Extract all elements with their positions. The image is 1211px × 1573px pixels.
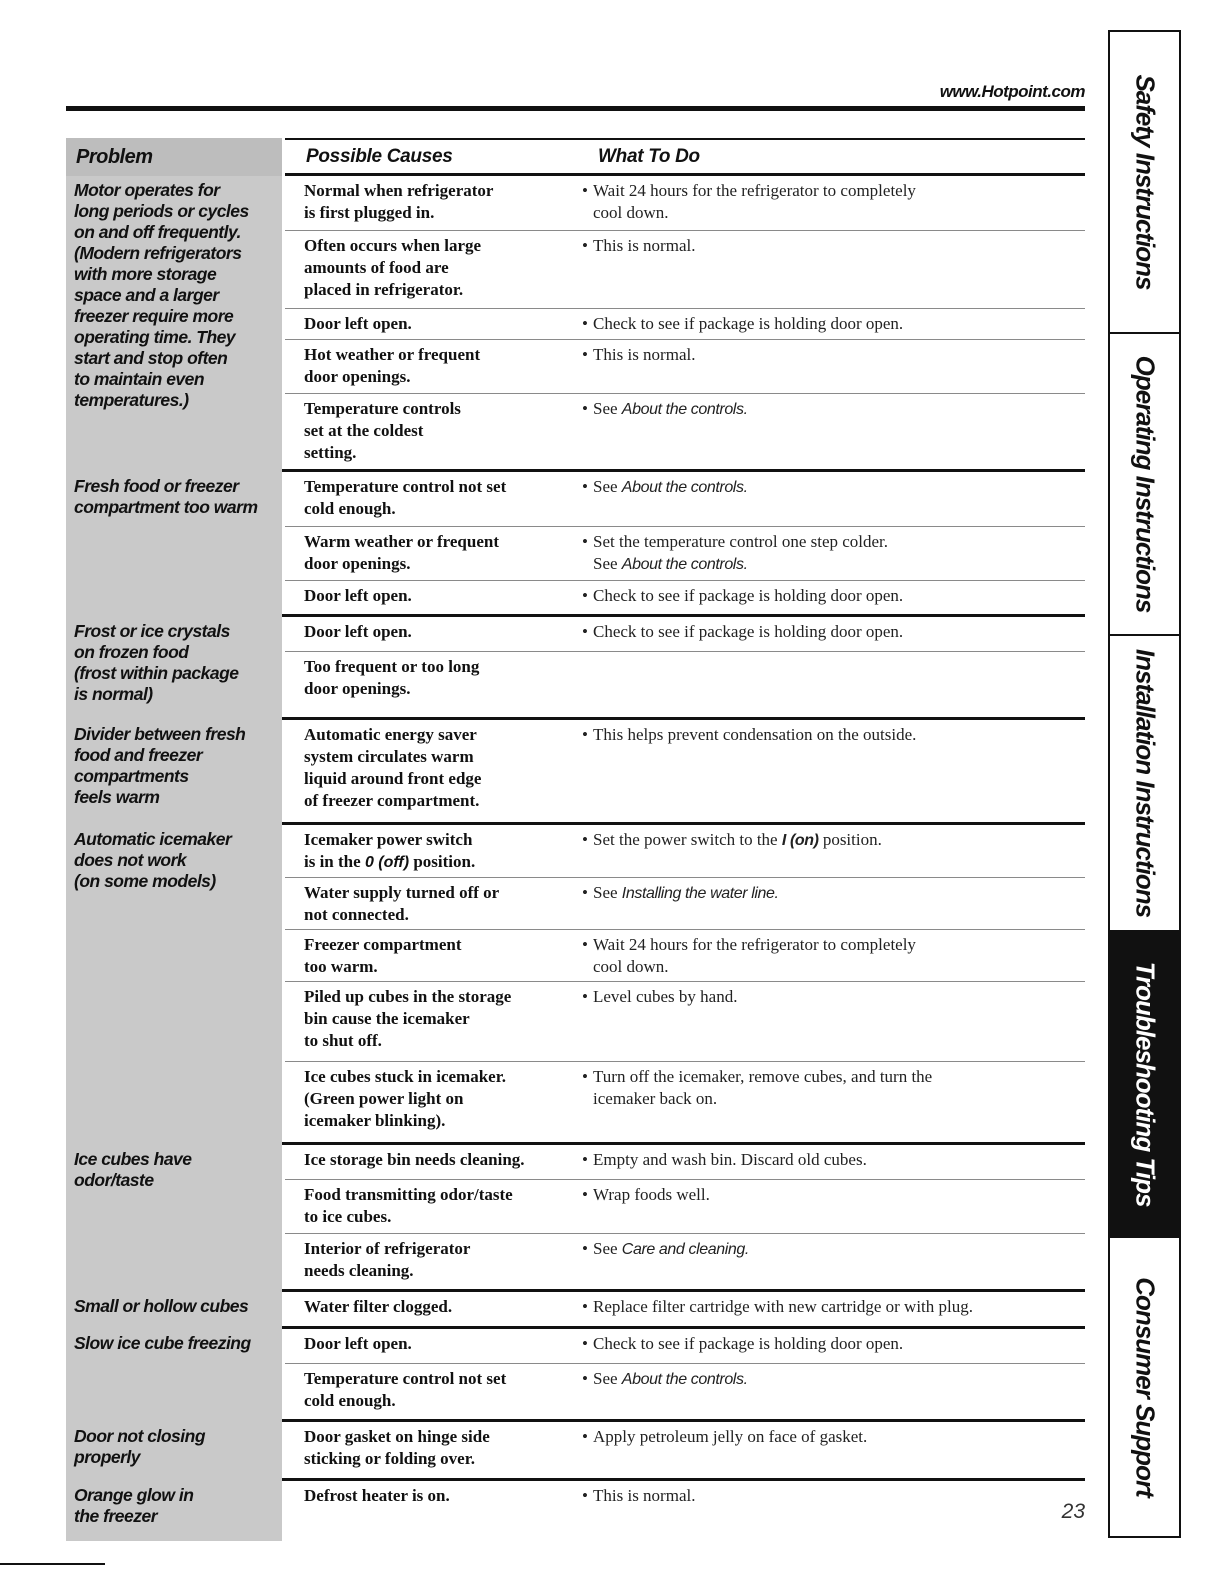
what-to-do xyxy=(579,1368,1085,1414)
possible-cause: Ice cubes stuck in icemaker. (Green power light on icemaker blinking). xyxy=(304,1067,506,1130)
problem-text: Slow ice cube freezing xyxy=(74,1333,251,1353)
todo-line xyxy=(579,344,1085,366)
possible-cause: Door left open. xyxy=(304,1334,412,1353)
possible-cause: Water filter clogged. xyxy=(304,1297,453,1316)
todo-line xyxy=(579,476,1085,499)
todo-line xyxy=(579,1066,1085,1088)
table-row xyxy=(285,651,1085,717)
cross-reference: About the controls. xyxy=(621,556,748,573)
what-to-do xyxy=(579,344,1085,388)
todo-line xyxy=(579,621,1085,643)
possible-cause: Temperature control not set cold enough. xyxy=(304,1369,507,1410)
table-row xyxy=(285,929,1085,981)
todo-text: This is normal. xyxy=(593,345,696,364)
bullet-icon: • xyxy=(582,1486,588,1505)
todo-text: See xyxy=(593,1239,622,1258)
table-row xyxy=(285,526,1085,580)
problem-cell xyxy=(66,617,282,720)
todo-text: See xyxy=(593,1369,622,1388)
todo-text: This helps prevent condensation on the outside. xyxy=(593,725,917,744)
todo-line xyxy=(579,313,1085,335)
what-to-do xyxy=(579,585,1085,609)
what-to-do xyxy=(579,313,1085,334)
todo-text: Check to see if package is holding door open. xyxy=(593,314,904,333)
todo-line xyxy=(579,1149,1085,1171)
problem-text: Divider between fresh food and freezer compartments feels warm xyxy=(74,724,246,807)
cause-text: position. xyxy=(409,852,476,871)
problem-cell xyxy=(66,176,282,472)
todo-text: See xyxy=(593,399,622,418)
tab-label: Consumer Support xyxy=(1130,1277,1160,1497)
problem-cell xyxy=(66,472,282,617)
cause-rows xyxy=(285,1145,1085,1289)
bullet-icon: • xyxy=(582,1150,588,1169)
bullet-icon: • xyxy=(582,181,588,200)
problem-group xyxy=(66,1422,1085,1481)
bullet-icon: • xyxy=(582,532,588,551)
cause-rows xyxy=(285,825,1085,1142)
todo-line xyxy=(579,180,1085,202)
table-row xyxy=(285,230,1085,308)
bullet-icon: • xyxy=(582,1185,588,1204)
bullet-icon: • xyxy=(582,345,588,364)
bullet-icon: • xyxy=(582,622,588,641)
problem-cell xyxy=(66,1145,282,1292)
tab-operating-instructions[interactable] xyxy=(1110,332,1179,634)
todo-line xyxy=(579,934,1085,956)
cause-rows xyxy=(285,1422,1085,1478)
tab-safety-instructions[interactable] xyxy=(1110,32,1179,332)
todo-line xyxy=(579,1088,1085,1110)
todo-line xyxy=(579,235,1085,257)
cross-reference: Installing the water line. xyxy=(621,885,779,902)
problem-cell xyxy=(66,1329,282,1422)
problem-cell xyxy=(66,1481,282,1541)
cross-reference: About the controls. xyxy=(621,479,748,496)
what-to-do xyxy=(579,235,1085,303)
todo-text: Check to see if package is holding door open. xyxy=(593,586,904,605)
todo-text: position. xyxy=(818,830,882,849)
table-row xyxy=(285,825,1085,877)
tab-installation-instructions[interactable] xyxy=(1110,634,1179,930)
table-row xyxy=(285,1422,1085,1478)
problem-text: Motor operates for long periods or cycles on and off frequently. (Modern refrigerators with more storage space and a larger freezer require more operating time. They start and stop often to maintain even temperatures.) xyxy=(74,180,249,410)
table-row xyxy=(285,1481,1085,1541)
cause-rows xyxy=(285,1329,1085,1419)
what-to-do xyxy=(579,656,1085,712)
switch-position-symbol: I (on) xyxy=(781,832,819,849)
table-row xyxy=(285,1145,1085,1179)
problem-group xyxy=(66,720,1085,825)
problem-text: Fresh food or freezer compartment too warm xyxy=(74,476,258,517)
problem-group xyxy=(66,472,1085,617)
bullet-icon: • xyxy=(582,1427,588,1446)
todo-line xyxy=(579,1485,1085,1507)
tab-label: Installation Instructions xyxy=(1130,648,1160,918)
todo-line xyxy=(579,398,1085,421)
what-to-do xyxy=(579,476,1085,521)
todo-line xyxy=(579,553,1085,576)
table-row xyxy=(285,1179,1085,1233)
problem-column-header xyxy=(66,138,282,176)
troubleshooting-table xyxy=(66,176,1085,1541)
table-row xyxy=(285,1292,1085,1326)
tab-label: Safety Instructions xyxy=(1130,74,1160,290)
todo-line xyxy=(579,829,1085,852)
todo-text: Set the temperature control one step colder. xyxy=(593,532,889,551)
possible-cause: Water supply turned off or not connected. xyxy=(304,883,500,924)
todo-column-header: What To Do xyxy=(598,146,700,167)
tab-label: Operating Instructions xyxy=(1130,355,1160,613)
what-to-do xyxy=(579,1238,1085,1284)
what-to-do xyxy=(579,621,1085,646)
section-tab-sidebar xyxy=(1108,30,1181,1538)
table-row xyxy=(285,981,1085,1061)
todo-line xyxy=(579,1368,1085,1391)
what-to-do xyxy=(579,398,1085,464)
table-row xyxy=(285,877,1085,929)
todo-text: This is normal. xyxy=(593,236,696,255)
bullet-icon: • xyxy=(582,1297,588,1316)
possible-cause: Door left open. xyxy=(304,586,412,605)
table-row xyxy=(285,1329,1085,1363)
todo-line xyxy=(579,882,1085,905)
what-to-do xyxy=(579,1426,1085,1473)
causes-column-header: Possible Causes xyxy=(306,146,453,167)
possible-cause: Interior of refrigerator needs cleaning. xyxy=(304,1239,471,1280)
todo-line xyxy=(579,986,1085,1008)
todo-text: Check to see if package is holding door open. xyxy=(593,1334,904,1353)
todo-text: Turn off the icemaker, remove cubes, and turn the xyxy=(593,1067,933,1086)
what-to-do xyxy=(579,1184,1085,1228)
table-row xyxy=(285,472,1085,526)
problem-cell xyxy=(66,1292,282,1329)
todo-text: See xyxy=(593,554,622,573)
what-to-do xyxy=(579,1333,1085,1358)
what-to-do xyxy=(579,1149,1085,1174)
bullet-icon: • xyxy=(582,236,588,255)
cross-reference: About the controls. xyxy=(621,401,748,418)
possible-cause: Temperature control not set cold enough. xyxy=(304,477,507,518)
possible-cause: Freezer compartment too warm. xyxy=(304,935,462,976)
table-row xyxy=(285,308,1085,339)
table-row xyxy=(285,1363,1085,1419)
todo-line xyxy=(579,585,1085,607)
problem-group xyxy=(66,825,1085,1145)
tab-consumer-support[interactable] xyxy=(1110,1236,1179,1536)
tab-troubleshooting-tips[interactable] xyxy=(1110,930,1179,1236)
bullet-icon: • xyxy=(582,883,588,902)
problem-group xyxy=(66,1292,1085,1329)
todo-line xyxy=(579,202,1085,224)
bullet-icon: • xyxy=(582,399,588,418)
what-to-do xyxy=(579,882,1085,924)
tab-label: Troubleshooting Tips xyxy=(1130,961,1160,1207)
header-top-rule xyxy=(285,138,1085,140)
table-row xyxy=(285,580,1085,614)
problem-text: Frost or ice crystals on frozen food (frost within package is normal) xyxy=(74,621,239,704)
table-row xyxy=(285,617,1085,651)
problem-text: Automatic icemaker does not work (on some models) xyxy=(74,829,232,891)
todo-line xyxy=(579,1184,1085,1206)
website-url: www.Hotpoint.com xyxy=(939,82,1085,101)
cause-rows xyxy=(285,720,1085,822)
possible-cause: Often occurs when large amounts of food are placed in refrigerator. xyxy=(304,236,482,299)
todo-text: Wait 24 hours for the refrigerator to completely xyxy=(593,935,916,954)
todo-text: Replace filter cartridge with new cartridge or with plug. xyxy=(593,1297,973,1316)
todo-line xyxy=(579,531,1085,553)
what-to-do xyxy=(579,180,1085,225)
possible-cause: Too frequent or too long door openings. xyxy=(304,657,480,698)
what-to-do xyxy=(579,934,1085,976)
possible-cause: Piled up cubes in the storage bin cause the icemaker to shut off. xyxy=(304,987,512,1050)
what-to-do xyxy=(579,1066,1085,1137)
problem-group xyxy=(66,1481,1085,1541)
bottom-rule xyxy=(0,1563,105,1565)
problem-text: Orange glow in the freezer xyxy=(74,1485,194,1526)
cause-text: Icemaker power switch is in the xyxy=(304,830,473,871)
what-to-do xyxy=(579,829,1085,872)
problem-group xyxy=(66,1329,1085,1422)
possible-cause: Door gasket on hinge side sticking or folding over. xyxy=(304,1427,490,1468)
table-row xyxy=(285,720,1085,822)
possible-cause: Normal when refrigerator is first plugged in. xyxy=(304,181,494,222)
todo-line xyxy=(579,1238,1085,1261)
cause-rows xyxy=(285,1481,1085,1541)
what-to-do xyxy=(579,1296,1085,1321)
table-row xyxy=(285,176,1085,230)
cross-reference: Care and cleaning. xyxy=(621,1241,749,1258)
todo-text: Level cubes by hand. xyxy=(593,987,738,1006)
possible-cause xyxy=(285,829,579,872)
todo-text: Wait 24 hours for the refrigerator to completely xyxy=(593,181,916,200)
todo-text: Set the power switch to the xyxy=(593,830,782,849)
what-to-do xyxy=(579,986,1085,1056)
what-to-do xyxy=(579,724,1085,817)
todo-text: icemaker back on. xyxy=(593,1089,718,1108)
cause-rows xyxy=(285,1292,1085,1326)
problem-cell xyxy=(66,825,282,1145)
todo-text: See xyxy=(593,883,622,902)
todo-text: cool down. xyxy=(593,957,669,976)
bullet-icon: • xyxy=(582,830,588,849)
bullet-icon: • xyxy=(582,586,588,605)
problem-header-label: Problem xyxy=(76,146,153,168)
possible-cause: Automatic energy saver system circulates warm liquid around front edge of freezer compartment. xyxy=(304,725,482,810)
switch-position-symbol: 0 (off) xyxy=(364,854,410,871)
possible-cause: Door left open. xyxy=(304,622,412,641)
table-row xyxy=(285,1061,1085,1142)
problem-group xyxy=(66,1145,1085,1292)
problem-text: Ice cubes have odor/taste xyxy=(74,1149,192,1190)
todo-line xyxy=(579,1333,1085,1355)
problem-cell xyxy=(66,1422,282,1481)
possible-cause: Warm weather or frequent door openings. xyxy=(304,532,499,573)
problem-group xyxy=(66,617,1085,720)
todo-text: Check to see if package is holding door open. xyxy=(593,622,904,641)
what-to-do xyxy=(579,531,1085,575)
bullet-icon: • xyxy=(582,1067,588,1086)
bullet-icon: • xyxy=(582,725,588,744)
cross-reference: About the controls. xyxy=(621,1371,748,1388)
bullet-icon: • xyxy=(582,987,588,1006)
table-row xyxy=(285,339,1085,393)
todo-text: This is normal. xyxy=(593,1486,696,1505)
table-row xyxy=(285,1233,1085,1289)
possible-cause: Temperature controls set at the coldest setting. xyxy=(304,399,461,462)
todo-text: Wrap foods well. xyxy=(593,1185,710,1204)
todo-line xyxy=(579,1296,1085,1318)
todo-line xyxy=(579,724,1085,746)
problem-group xyxy=(66,176,1085,472)
possible-cause: Ice storage bin needs cleaning. xyxy=(304,1150,525,1169)
bullet-icon: • xyxy=(582,1369,588,1388)
page-number: 23 xyxy=(1061,1500,1085,1523)
bullet-icon: • xyxy=(582,477,588,496)
possible-cause: Food transmitting odor/taste to ice cubes. xyxy=(304,1185,513,1226)
table-header xyxy=(66,138,1085,176)
bullet-icon: • xyxy=(582,935,588,954)
problem-text: Small or hollow cubes xyxy=(74,1296,249,1316)
possible-cause: Hot weather or frequent door openings. xyxy=(304,345,481,386)
possible-cause: Defrost heater is on. xyxy=(304,1486,450,1505)
todo-text: cool down. xyxy=(593,203,669,222)
problem-text: Door not closing properly xyxy=(74,1426,206,1467)
todo-line xyxy=(579,1426,1085,1448)
bullet-icon: • xyxy=(582,1239,588,1258)
cause-rows xyxy=(285,472,1085,614)
table-row xyxy=(285,393,1085,469)
todo-line xyxy=(579,956,1085,978)
problem-cell xyxy=(66,720,282,825)
bullet-icon: • xyxy=(582,1334,588,1353)
todo-text: See xyxy=(593,477,622,496)
possible-cause: Door left open. xyxy=(304,314,412,333)
cause-rows xyxy=(285,176,1085,469)
what-to-do xyxy=(579,1485,1085,1536)
todo-text: Apply petroleum jelly on face of gasket. xyxy=(593,1427,868,1446)
cause-rows xyxy=(285,617,1085,717)
top-rule xyxy=(66,106,1085,111)
bullet-icon: • xyxy=(582,314,588,333)
todo-text: Empty and wash bin. Discard old cubes. xyxy=(593,1150,867,1169)
